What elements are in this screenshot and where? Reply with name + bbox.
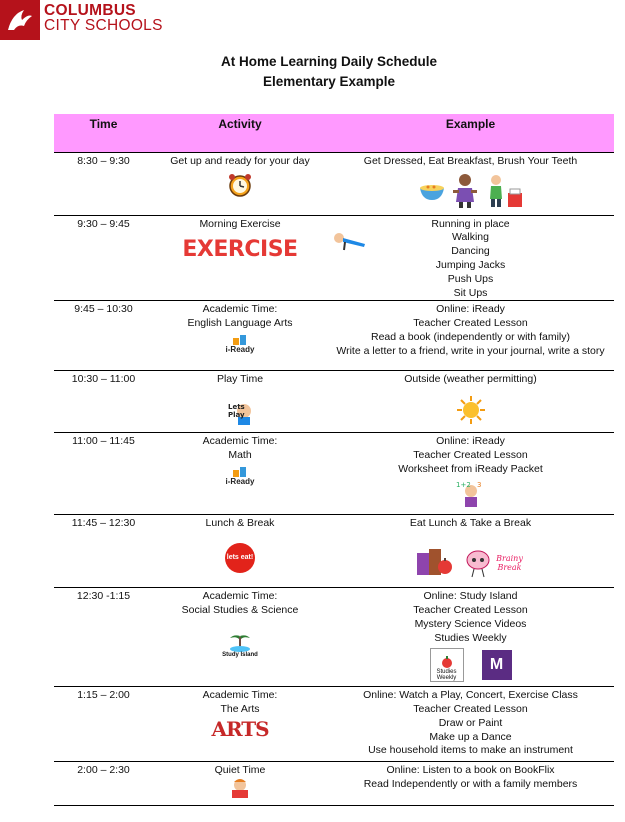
activity-line: Play Time <box>216 373 264 386</box>
study-island-label: Study Island <box>222 651 258 658</box>
example-line: Online: Watch a Play, Concert, Exercise Class <box>363 689 578 702</box>
example-line: Outside (weather permitting) <box>404 373 537 386</box>
table-row <box>54 432 614 514</box>
studies-weekly-logo <box>430 648 464 682</box>
time-cell: 8:30 – 9:30 <box>54 153 153 216</box>
activity-cell <box>153 515 327 588</box>
activity-cell <box>153 432 327 514</box>
example-line: Make up a Dance <box>429 730 512 743</box>
example-cell <box>327 515 614 588</box>
child-math-icon <box>455 479 487 514</box>
mystery-science-logo <box>482 650 512 680</box>
alarm-clock-icon <box>227 172 253 203</box>
example-line: Eat Lunch & Take a Break <box>409 517 532 530</box>
logo-mark-icon <box>0 0 40 40</box>
example-line: Online: iReady <box>436 303 505 316</box>
example-cell <box>327 153 614 216</box>
time-cell: 1:15 – 2:00 <box>54 687 153 762</box>
activity-line: Math <box>228 448 252 461</box>
sun-icon <box>456 395 486 430</box>
table-row <box>54 588 614 687</box>
activity-line: The Arts <box>220 702 260 715</box>
example-line: Read Independently or with a family members <box>363 777 578 790</box>
example-line: Teacher Created Lesson <box>413 603 528 616</box>
logo-text <box>44 3 163 33</box>
iready-label: i-Ready <box>225 476 255 486</box>
logo-line1: COLUMBUS <box>44 2 136 19</box>
example-line: Draw or Paint <box>438 716 503 729</box>
schedule-table <box>54 114 614 806</box>
activity-line: Academic Time: <box>202 689 278 702</box>
svg-text:1+2: 1+2 <box>455 481 471 490</box>
activity-cell <box>153 153 327 216</box>
example-cell <box>327 371 614 433</box>
activity-line: Quiet Time <box>214 764 266 777</box>
example-line: Teacher Created Lesson <box>413 702 528 715</box>
child-reading-icon <box>226 778 254 805</box>
activity-line: Get up and ready for your day <box>170 155 310 167</box>
example-line: Read a book (independently or with family) <box>370 330 571 343</box>
iready-logo <box>226 466 255 486</box>
activity-cell <box>153 687 327 762</box>
cereal-bowl-icon <box>418 180 446 207</box>
exercise-word: EXERCISE <box>182 237 298 263</box>
svg-text:Lets: Lets <box>228 403 245 412</box>
table-row <box>54 687 614 762</box>
time-cell: 11:45 – 12:30 <box>54 515 153 588</box>
table-row <box>54 762 614 806</box>
activity-cell <box>153 301 327 371</box>
lets-eat-label: lets eat! <box>226 553 254 561</box>
example-cell <box>327 687 614 762</box>
arts-word: ARTS <box>211 716 269 741</box>
activity-line: English Language Arts <box>187 317 293 330</box>
document-subtitle: Elementary Example <box>262 74 396 89</box>
activity-line: Social Studies & Science <box>181 603 299 616</box>
logo-line2: CITY SCHOOLS <box>44 17 163 34</box>
example-line: Online: iReady <box>436 434 505 447</box>
activity-cell <box>153 588 327 687</box>
lunch-bag-icon <box>415 545 455 582</box>
svg-text:Play: Play <box>228 411 245 420</box>
example-line: Get Dressed, Eat Breakfast, Brush Your Teeth <box>363 155 578 167</box>
example-line: Use household items to make an instrument <box>368 744 573 757</box>
child-dressing-icon <box>450 172 480 215</box>
activity-line: Academic Time: <box>202 303 278 316</box>
time-cell: 12:30 -1:15 <box>54 588 153 687</box>
example-line: Dancing <box>451 245 490 258</box>
time-cell: 10:30 – 11:00 <box>54 371 153 433</box>
district-logo <box>0 0 170 40</box>
time-cell: 11:00 – 11:45 <box>54 432 153 514</box>
example-line: Sit Ups <box>453 286 488 299</box>
table-row <box>54 371 614 433</box>
child-brushing-teeth-icon <box>484 173 524 214</box>
example-cell <box>327 432 614 514</box>
child-pushup-icon <box>333 230 367 257</box>
example-line: Online: Study Island <box>423 590 518 603</box>
example-cell <box>327 588 614 687</box>
activity-line: Morning Exercise <box>199 217 281 230</box>
mystery-label: M <box>489 656 504 674</box>
example-line: Jumping Jacks <box>435 258 506 271</box>
example-line: Write a letter to a friend, write in your journal, write a story <box>336 344 605 357</box>
table-row <box>54 153 614 216</box>
lets-play-icon <box>226 399 254 432</box>
table-row <box>54 515 614 588</box>
example-line: Teacher Created Lesson <box>413 448 528 461</box>
activity-line: Academic Time: <box>202 590 278 603</box>
header-activity: Activity <box>153 114 327 153</box>
iready-label: i-Ready <box>225 344 255 354</box>
document-title: At Home Learning Daily Schedule <box>220 54 438 69</box>
example-line: Push Ups <box>447 272 494 285</box>
example-cell <box>327 215 614 301</box>
lets-eat-icon <box>225 543 255 573</box>
svg-text:3: 3 <box>476 481 481 490</box>
example-line: Studies Weekly <box>434 631 507 644</box>
arts-word-art <box>211 716 269 741</box>
table-row <box>54 301 614 371</box>
header-time: Time <box>54 114 153 153</box>
example-line: Worksheet from iReady Packet <box>398 462 543 475</box>
table-row <box>54 215 614 301</box>
example-line: Teacher Created Lesson <box>413 317 528 330</box>
time-cell: 2:00 – 2:30 <box>54 762 153 806</box>
time-cell: 9:30 – 9:45 <box>54 215 153 301</box>
table-header-row <box>54 114 614 153</box>
activity-line: Lunch & Break <box>205 517 275 530</box>
header-example: Example <box>327 114 614 153</box>
example-line: Mystery Science Videos <box>414 617 527 630</box>
activity-cell <box>153 371 327 433</box>
brainy-break-icon <box>465 548 527 578</box>
example-line: Running in place <box>431 217 510 230</box>
exercise-word-art <box>182 237 298 263</box>
activity-line: Academic Time: <box>202 434 278 447</box>
example-line: Online: Listen to a book on BookFlix <box>386 764 555 777</box>
brainy-break-label: Brainy Break <box>496 554 523 573</box>
example-cell <box>327 301 614 371</box>
time-cell: 9:45 – 10:30 <box>54 301 153 371</box>
iready-logo <box>226 334 255 354</box>
activity-cell <box>153 215 327 301</box>
activity-cell <box>153 762 327 806</box>
example-cell <box>327 762 614 806</box>
example-line: Walking <box>452 231 489 244</box>
studies-weekly-label: Studies Weekly <box>436 669 457 682</box>
study-island-logo <box>222 632 258 659</box>
